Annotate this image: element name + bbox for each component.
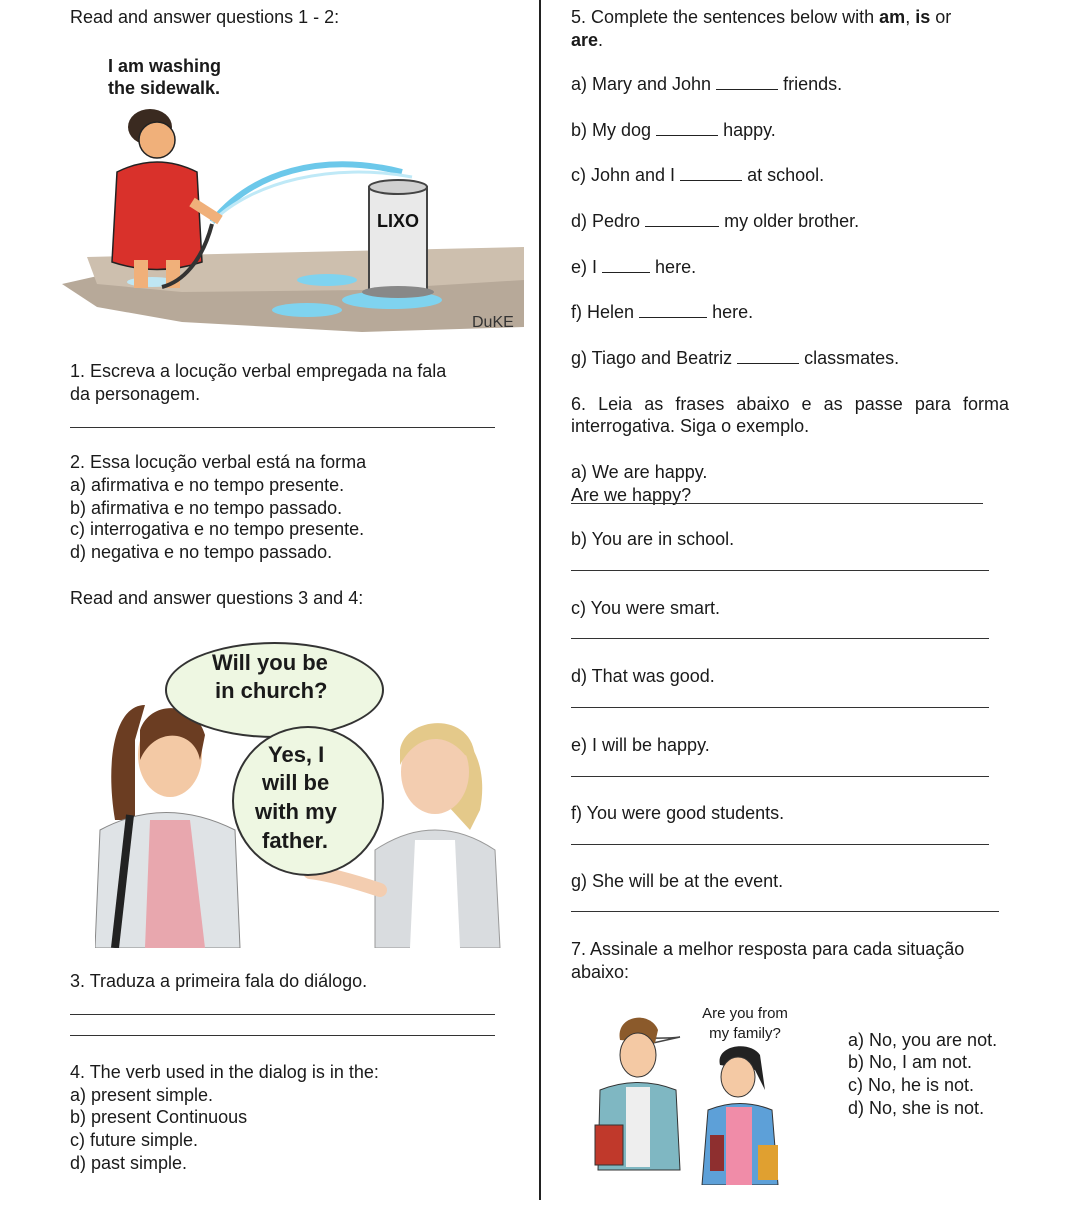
q5-item-d-pre: d) Pedro (571, 211, 641, 231)
q6-line2: interrogativa. Siga o exemplo. (571, 416, 810, 436)
q4-title: 4. The verb used in the dialog is in the: (70, 1062, 379, 1082)
woman-blouse (410, 840, 460, 948)
q5-item-e-blank[interactable] (602, 256, 650, 273)
bubble1-line1: Will you be (212, 650, 328, 675)
trash-can-base (362, 286, 434, 298)
bubble1-line2: in church? (215, 678, 328, 703)
q2-option-c[interactable]: c) interrogativa e no tempo presente. (70, 519, 365, 539)
q6-item-b: b) You are in school. (571, 529, 735, 549)
q4-option-b[interactable]: b) present Continuous (70, 1107, 248, 1127)
q7-option-b[interactable]: b) No, I am not. (848, 1052, 973, 1072)
q5-item-a-post: friends. (783, 74, 843, 94)
q6-item-f: f) You were good students. (571, 803, 785, 823)
woman-red-dress (112, 162, 202, 270)
water-puddle (297, 274, 357, 286)
q2-option-b[interactable]: b) afirmativa e no tempo passado. (70, 498, 343, 518)
q5-item-a (571, 73, 842, 95)
q7-bubble-line1: Are you from (702, 1005, 788, 1022)
q3-answer-line-1[interactable] (70, 1014, 495, 1015)
q3-answer-line-2[interactable] (70, 1035, 495, 1036)
q6-example-line (571, 503, 983, 504)
q7-line2: abaixo: (571, 962, 630, 982)
q6-item-e: e) I will be happy. (571, 735, 710, 755)
q5-item-f (571, 301, 753, 323)
bubble2-line3: with my (255, 799, 337, 824)
q5-period: . (598, 30, 604, 50)
q1-answer-line[interactable] (70, 427, 495, 428)
q5-item-d (571, 210, 859, 232)
q4-option-a[interactable]: a) present simple. (70, 1085, 214, 1105)
q5-item-b (571, 119, 776, 141)
q5-word-am: am (879, 7, 906, 27)
q6-item-g: g) She will be at the event. (571, 871, 784, 891)
q5-word-or: or (930, 7, 952, 27)
q1-line2: da personagem. (70, 384, 201, 404)
q7-option-a[interactable]: a) No, you are not. (848, 1030, 998, 1050)
q6-item-c: c) You were smart. (571, 598, 721, 618)
q6-answer-line-e[interactable] (571, 776, 989, 777)
q6-item-a: a) We are happy. (571, 462, 708, 482)
q5-word-is: is (915, 7, 931, 27)
q4-option-c[interactable]: c) future simple. (70, 1130, 199, 1150)
q5-item-a-pre: a) Mary and John (571, 74, 712, 94)
q5-item-d-post: my older brother. (724, 211, 860, 231)
q6-answer-line-b[interactable] (571, 570, 989, 571)
q5-item-c (571, 164, 824, 186)
water-puddle (272, 303, 342, 317)
q5-item-d-blank[interactable] (645, 210, 719, 227)
girl-backpack (758, 1145, 778, 1180)
q5-item-a-blank[interactable] (716, 73, 778, 90)
girl-books (710, 1135, 724, 1171)
q5-item-e (571, 256, 696, 278)
q6-line1: 6. Leia as frases abaixo e as passe para forma (571, 394, 1009, 414)
q5-item-c-post: at school. (747, 165, 825, 185)
q1-line1: 1. Escreva a locução verbal empregada na fala (70, 361, 447, 381)
trash-can (369, 187, 427, 292)
bubble2-line4: father. (262, 828, 329, 853)
q5-item-g-blank[interactable] (737, 347, 799, 364)
q5-item-e-post: here. (655, 257, 697, 277)
q5-title-line1 (571, 6, 951, 28)
q4-option-d[interactable]: d) past simple. (70, 1153, 188, 1173)
q2-option-a[interactable]: a) afirmativa e no tempo presente. (70, 475, 345, 495)
boy-shirt (626, 1087, 650, 1167)
read-3-4-heading: Read and answer questions 3 and 4: (70, 588, 364, 608)
q5-item-g (571, 347, 899, 369)
trash-can-label: LIXO (376, 211, 420, 231)
woman-leg (134, 260, 148, 288)
q5-item-g-post: classmates. (804, 348, 900, 368)
girl-face (721, 1057, 755, 1097)
read-1-2-heading: Read and answer questions 1 - 2: (70, 7, 340, 27)
q5-item-b-post: happy. (723, 120, 776, 140)
q5-item-e-pre: e) I (571, 257, 598, 277)
bubble2-line2: will be (262, 770, 330, 795)
boy-face (620, 1033, 656, 1077)
q7-line1: 7. Assinale a melhor resposta para cada situação (571, 939, 965, 959)
q5-item-f-blank[interactable] (639, 301, 707, 318)
q6-example-answer: Are we happy? (571, 485, 692, 505)
q6-answer-line-d[interactable] (571, 707, 989, 708)
column-divider (539, 0, 541, 1200)
q5-title-line2 (571, 29, 603, 51)
q7-bubble-line2: my family? (709, 1025, 781, 1042)
q5-word-are: are (571, 30, 599, 50)
q5-item-b-blank[interactable] (656, 119, 718, 136)
q5-item-g-pre: g) Tiago and Beatriz (571, 348, 733, 368)
girl-shirt (726, 1107, 752, 1185)
bubble2-line1: Yes, I (268, 742, 325, 767)
q6-answer-line-g[interactable] (571, 911, 999, 912)
q6-answer-line-c[interactable] (571, 638, 989, 639)
q7-option-d[interactable]: d) No, she is not. (848, 1098, 985, 1118)
q5-title-text: 5. Complete the sentences below with (571, 7, 880, 27)
q2-title: 2. Essa locução verbal está na forma (70, 452, 367, 472)
q5-comma: , (905, 7, 916, 27)
q5-item-f-pre: f) Helen (571, 302, 635, 322)
q5-item-f-post: here. (712, 302, 754, 322)
q5-item-b-pre: b) My dog (571, 120, 652, 140)
q3-title: 3. Traduza a primeira fala do diálogo. (70, 971, 368, 991)
trash-can-lid (369, 180, 427, 194)
comic-signature: DuKE (472, 314, 514, 331)
comic-caption-line1: I am washing (108, 56, 222, 76)
q5-item-c-blank[interactable] (680, 164, 742, 181)
woman-head (139, 122, 175, 158)
q6-answer-line-f[interactable] (571, 844, 989, 845)
q5-item-c-pre: c) John and I (571, 165, 676, 185)
boy-backpack (595, 1125, 623, 1165)
comic-caption-line2: the sidewalk. (108, 78, 221, 98)
q7-option-c[interactable]: c) No, he is not. (848, 1075, 975, 1095)
q6-item-d: d) That was good. (571, 666, 715, 686)
q2-option-d[interactable]: d) negativa e no tempo passado. (70, 542, 333, 562)
